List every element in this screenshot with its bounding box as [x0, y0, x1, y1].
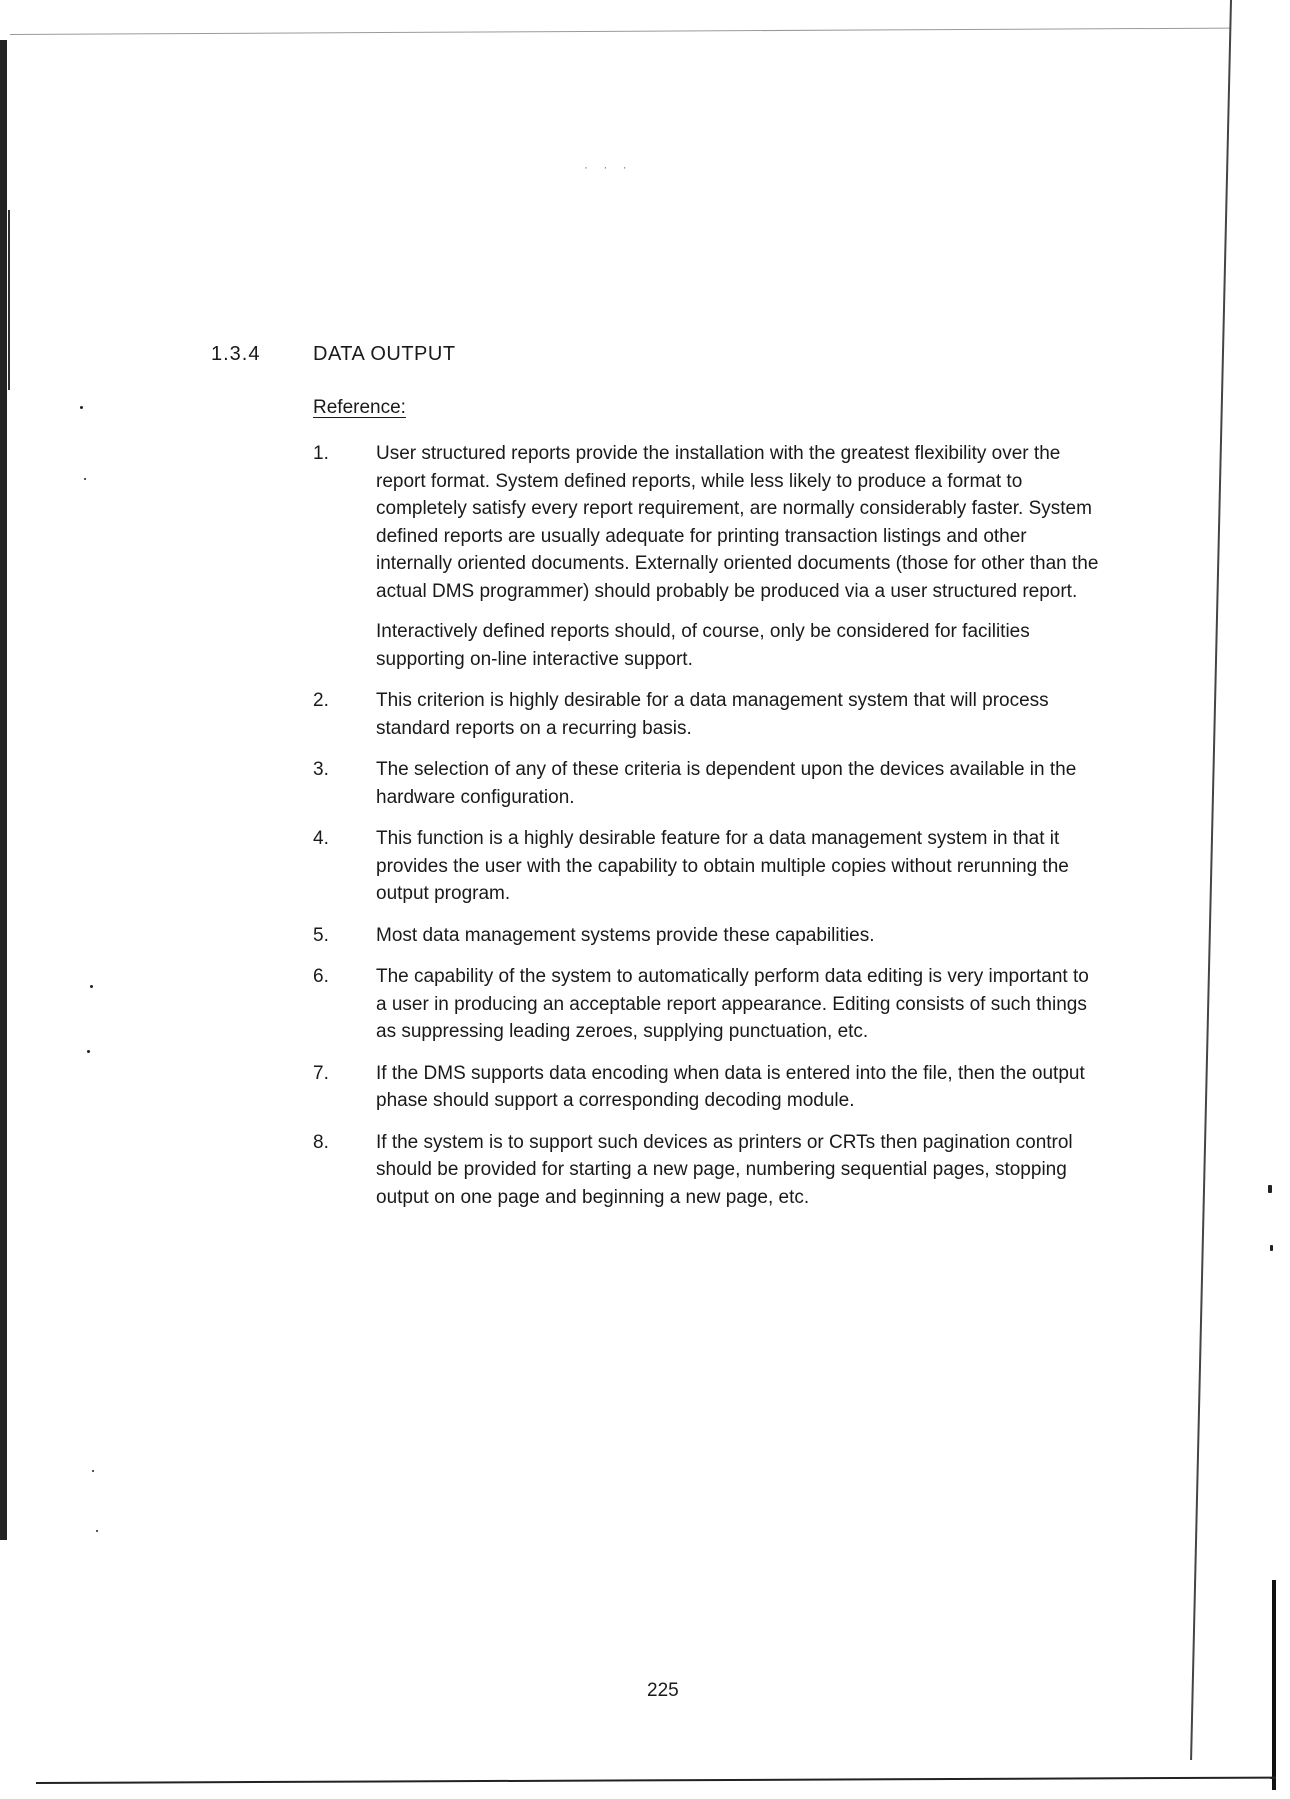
- section-number: 1.3.4: [211, 343, 261, 365]
- list-item: [313, 687, 1103, 742]
- item-text: This criterion is highly desirable for a data management system that will process standard reports on a recurring basis.: [376, 690, 1049, 739]
- item-number: 8.: [313, 1131, 329, 1153]
- reference-notes-list: [313, 440, 1103, 1225]
- list-item: [313, 1060, 1103, 1115]
- item-number: 6.: [313, 966, 329, 987]
- list-item: [313, 440, 1103, 673]
- item-text: The selection of any of these criteria is dependent upon the devices available in the hardware configuration.: [376, 759, 1077, 808]
- scan-edge-left-mark: [8, 210, 10, 390]
- scan-speck: [87, 1050, 90, 1053]
- list-item: [313, 825, 1103, 908]
- section-heading: [211, 343, 456, 366]
- list-item: [313, 963, 1103, 1046]
- scan-edge-right-bottom: [1272, 1580, 1276, 1790]
- item-text: Most data management systems provide these capabilities.: [376, 924, 875, 946]
- scan-speck: [84, 478, 86, 480]
- item-text: The capability of the system to automatically perform data editing is very important to a user in producing an acceptable report appearance. Editing consists of such things as suppressing leading zeroes, supplying punctuation, etc.: [376, 966, 1089, 1042]
- list-item: [313, 756, 1103, 811]
- reference-label: Reference:: [313, 397, 406, 418]
- item-number: 2.: [313, 690, 329, 711]
- scan-edge-bottom: [36, 1777, 1276, 1784]
- scan-speck: [90, 985, 93, 988]
- scan-edge-top: [10, 28, 1230, 35]
- item-number: 4.: [313, 828, 329, 849]
- scan-speck: [1268, 1185, 1272, 1193]
- item-text: Interactively defined reports should, of course, only be considered for facilities supporting on-line interactive support.: [376, 621, 1030, 670]
- section-title: DATA OUTPUT: [313, 343, 456, 365]
- item-number: 7.: [313, 1062, 329, 1084]
- item-number: 5.: [313, 924, 329, 946]
- scan-edge-right: [1190, 0, 1232, 1760]
- page-number: 225: [647, 1680, 679, 1701]
- scan-speck: [80, 406, 83, 409]
- scan-speck: [92, 1470, 94, 1472]
- scan-dots: · · ·: [584, 160, 633, 174]
- item-text: User structured reports provide the installation with the greatest flexibility over the report format. System defined reports, while less likely to produce a format to completely satisfy every report requirement, are normally considerably faster. System defined reports are usually adequate for printing transaction listings and other internally oriented documents. Externally oriented documents (those for other than the actual DMS programmer) should probably be produced via a user structured report.: [376, 443, 1099, 602]
- scan-speck: [96, 1530, 98, 1532]
- item-text: If the DMS supports data encoding when data is entered into the file, then the output phase should support a corresponding decoding module.: [376, 1062, 1085, 1111]
- list-item: [313, 1129, 1103, 1212]
- item-text: This function is a highly desirable feature for a data management system in that it provides the user with the capability to obtain multiple copies without rerunning the output program.: [376, 828, 1069, 904]
- scan-speck: [1270, 1245, 1273, 1251]
- list-item: [313, 922, 1103, 950]
- item-number: 3.: [313, 759, 329, 780]
- item-number: 1.: [313, 443, 329, 464]
- item-text: If the system is to support such devices as printers or CRTs then pagination control should be provided for starting a new page, numbering sequential pages, stopping output on one page and beginning a new page, etc.: [376, 1131, 1073, 1208]
- scan-edge-left: [0, 40, 7, 1540]
